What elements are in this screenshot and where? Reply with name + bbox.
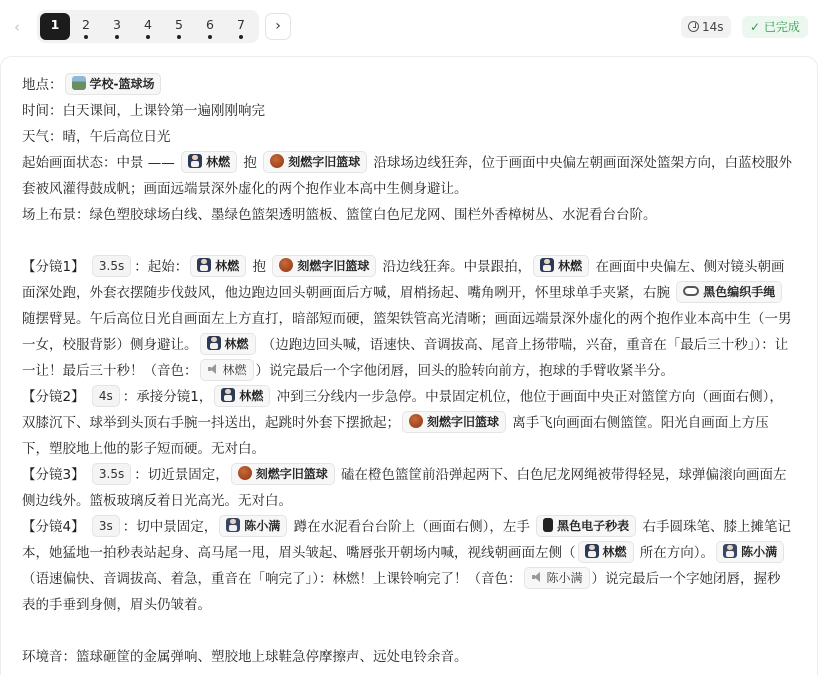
- shot-3: 【分镜3】 3.5s ：切近景固定， 刻燃字旧篮球 磕在橙色篮筐前沿弹起两下、白色尼龙网绳被带得轻晃，球弹偏滚向画面左侧边线外。篮板玻璃反着日光高光。无对白。: [22, 462, 792, 514]
- shot-4: 【分镜4】 3s ：切中景固定， 陈小满 蹲在水泥看台台阶上（画面右侧），左手 黑色电子秒表 右手圆珠笔、膝上摊笔记本，她猛地一拍秒表站起身、高马尾一甩，眉头皱起、嘴唇张开朝场内喊，视线朝画面左侧（ 林燃 所在方向）。 陈小满 （语速偏快、音调拔高、着急，重音在「响完了」）：林燃！上课铃响完了！（音色： 陈小满 ）说完最后一个字她闭唇，握秒表的手垂到身侧，眉头仍皱着。: [22, 514, 792, 618]
- page-tab-label: 1: [50, 17, 60, 32]
- time-line: 时间：白天课间，上课铃第一遍刚刚响完: [22, 103, 265, 119]
- speaker-icon: [531, 571, 543, 583]
- prop-chip-stopwatch[interactable]: 黑色电子秒表: [536, 515, 636, 537]
- basketball-icon: [409, 414, 423, 428]
- location-line: [22, 72, 792, 98]
- basketball-icon: [279, 258, 293, 272]
- page-tab-label: 5: [175, 17, 183, 32]
- prop-chip-basketball[interactable]: 刻燃字旧篮球: [402, 411, 506, 433]
- prop-chip-basketball[interactable]: 刻燃字旧篮球: [231, 463, 335, 485]
- page-tabs: [37, 10, 259, 43]
- speaker-icon: [207, 363, 219, 375]
- layout-line: 场上布景：绿色塑胶球场白线、墨绿色篮架透明篮板、篮筐白色尼龙网、围栏外香樟树丛、水泥看台台阶。: [22, 207, 657, 223]
- duration-badge: [681, 16, 731, 38]
- page-tab-label: 2: [82, 17, 90, 32]
- script-card: [0, 56, 818, 675]
- completed-label: 已完成: [763, 20, 800, 34]
- page-tab-7[interactable]: [226, 13, 256, 40]
- character-avatar-icon: [723, 544, 737, 558]
- character-chip-linran[interactable]: 林燃: [214, 385, 270, 407]
- shot-1: 【分镜1】 3.5s ：起始： 林燃 抱 刻燃字旧篮球 沿边线狂奔。中景跟拍， 林燃 在画面中央偏左、侧对镜头朝画面深处跑，外套衣摆随步伐鼓风，他边跑边回头朝画面后方喊，眉梢扬起、嘴角咧开，怀里球单手夹紧，右腕 黑色编织手绳 随摆臂晃。午后高位日光自画面左上方直打，暗部短而硬，篮架铁管高光清晰；画面远端景深外虚化的两个抱作业本高中生（一男一女，校服背影）侧身避让。 林燃 （边跑边回头喊，语速快、音调拔高、尾音上扬带喘，兴奋，重音在「最后三十秒」）：让一让！最后三十秒！（音色： 林燃 ）说完最后一个字他闭唇，回头的脸转向前方，抱球的手臂收紧半分。: [22, 254, 792, 384]
- duration-value: 14s: [702, 20, 724, 34]
- basketball-icon: [270, 154, 284, 168]
- shot-duration-badge: 3.5s: [92, 463, 131, 485]
- completed-badge: [742, 16, 808, 38]
- shot-2: 【分镜2】 4s ：承接分镜1， 林燃 冲到三分线内一步急停。中景固定机位，他位于画面中央正对篮筐方向（画面右侧），双膝沉下、球举到头顶右手腕一抖送出，起跳时外套下摆掀起； 刻燃字旧篮球 离手飞向画面右侧篮筐。阳光自画面上方压下，塑胶地上他的影子短而硬。无对白。: [22, 384, 792, 462]
- prop-chip-wristband[interactable]: 黑色编织手绳: [676, 281, 782, 303]
- location-chip[interactable]: 学校-篮球场: [65, 73, 162, 95]
- character-avatar-icon: [188, 154, 202, 168]
- character-avatar-icon: [221, 388, 235, 402]
- check-icon: ✓: [750, 20, 761, 34]
- script-content: [22, 72, 792, 670]
- page-tab-6[interactable]: [195, 13, 225, 40]
- prev-page-button[interactable]: ‹: [14, 18, 20, 36]
- shot-duration-badge: 3.5s: [92, 255, 131, 277]
- next-page-button[interactable]: ›: [265, 13, 291, 40]
- character-chip-chenxiaoman[interactable]: 陈小满: [219, 515, 287, 537]
- page-status-dot: [115, 35, 119, 39]
- top-bar: [0, 0, 818, 54]
- voice-chip-chenxiaoman[interactable]: 陈小满: [524, 567, 590, 589]
- prop-chip-basketball[interactable]: 刻燃字旧篮球: [263, 151, 367, 173]
- start-state-line: 起始画面状态：中景 —— 林燃 抱 刻燃字旧篮球 沿球场边线狂奔，位于画面中央偏左朝画面深处篮架方向，白蓝校服外套被风灌得鼓成帆；画面远端景深外虚化的两个抱作业本高中生侧身避让。: [22, 150, 792, 202]
- page-tab-5[interactable]: [164, 13, 194, 40]
- stopwatch-icon: [543, 518, 553, 532]
- character-chip-linran[interactable]: 林燃: [190, 255, 246, 277]
- place-thumbnail-icon: [72, 76, 86, 90]
- shot-duration-badge: 4s: [92, 385, 120, 407]
- voice-chip-linran[interactable]: 林燃: [200, 359, 254, 381]
- character-avatar-icon: [207, 336, 221, 350]
- spacer: [22, 618, 792, 644]
- character-chip-chenxiaoman[interactable]: 陈小满: [716, 541, 784, 563]
- character-avatar-icon: [226, 518, 240, 532]
- character-chip-linran[interactable]: 林燃: [200, 333, 256, 355]
- basketball-icon: [238, 466, 252, 480]
- page-tab-3[interactable]: [102, 13, 132, 40]
- ambient-sound-line: 环境音：篮球砸筐的金属弹响、塑胶地上球鞋急停摩擦声、远处电铃余音。: [22, 649, 468, 665]
- character-chip-linran[interactable]: 林燃: [533, 255, 589, 277]
- character-chip-linran[interactable]: 林燃: [578, 541, 634, 563]
- clock-icon: [688, 21, 699, 32]
- page-status-dot: [84, 35, 88, 39]
- character-avatar-icon: [540, 258, 554, 272]
- page-tab-label: 4: [144, 17, 152, 32]
- prop-chip-basketball[interactable]: 刻燃字旧篮球: [272, 255, 376, 277]
- shot-duration-badge: 3s: [92, 515, 120, 537]
- page-status-dot: [208, 35, 212, 39]
- page-status-dot: [146, 35, 150, 39]
- weather-line: 天气：晴，午后高位日光: [22, 129, 171, 145]
- character-avatar-icon: [585, 544, 599, 558]
- character-chip-linran[interactable]: 林燃: [181, 151, 237, 173]
- page-tab-4[interactable]: [133, 13, 163, 40]
- page-tab-label: 6: [206, 17, 214, 32]
- wristband-icon: [683, 286, 699, 296]
- location-label: 地点：: [22, 77, 63, 93]
- page-status-dot: [239, 35, 243, 39]
- page-tab-2[interactable]: [71, 13, 101, 40]
- page-tab-label: 3: [113, 17, 121, 32]
- page-tab-1[interactable]: [40, 13, 70, 40]
- page-status-dot: [177, 35, 181, 39]
- page-tab-label: 7: [237, 17, 245, 32]
- character-avatar-icon: [197, 258, 211, 272]
- spacer: [22, 228, 792, 254]
